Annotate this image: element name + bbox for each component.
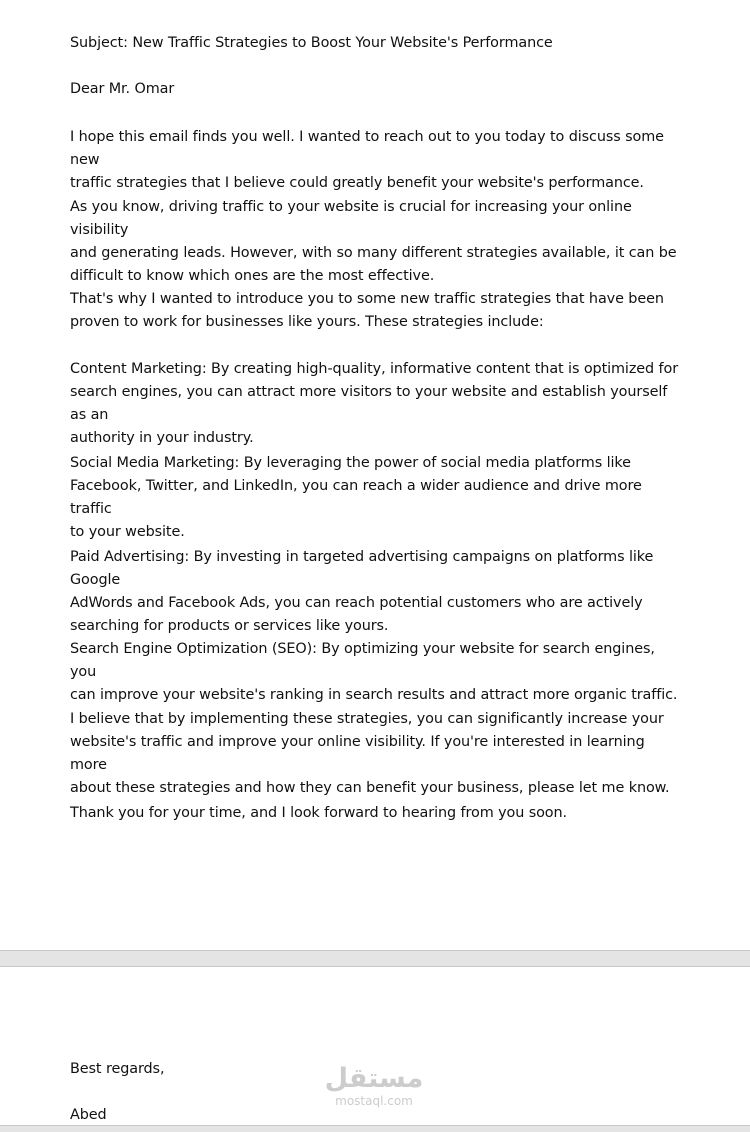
body-paragraph-intro: I hope this email finds you well. I wanted to reach out to you today to discuss some new traffic strategies that I believe could greatly benefit your website's performance. <box>70 129 664 191</box>
body-paragraph-strategies-intro: That's why I wanted to introduce you to some new traffic strategies that have been proven to work for businesses like yours. These strategies include: <box>70 291 664 330</box>
email-closing: Best regards, <box>70 1061 165 1077</box>
mostaql-watermark <box>318 1063 430 1107</box>
page-bottom-edge <box>0 1125 750 1132</box>
email-signature: Abed <box>70 1107 107 1123</box>
body-paragraph-seo: Search Engine Optimization (SEO): By optimizing your website for search engines, you can improve your website's ranking in search results and attract more organic traffic. <box>70 641 678 703</box>
body-paragraph-paid-advertising: Paid Advertising: By investing in targeted advertising campaigns on platforms like Google AdWords and Facebook Ads, you can reach potential customers who are actively searching for products or services like yours. <box>70 549 654 634</box>
body-paragraph-content-marketing: Content Marketing: By creating high-quality, informative content that is optimized for search engines, you can attract more visitors to your website and establish yourself as an authority in your industry. <box>70 361 679 446</box>
email-subject: Subject: New Traffic Strategies to Boost Your Website's Performance <box>70 35 553 51</box>
watermark-latin-text: mostaql.com <box>335 1094 413 1108</box>
page-break <box>0 950 750 967</box>
body-paragraph-thanks: Thank you for your time, and I look forward to hearing from you soon. <box>70 805 567 821</box>
body-paragraph-social-media: Social Media Marketing: By leveraging the power of social media platforms like Facebook, Twitter, and LinkedIn, you can reach a wider audience and drive more traffic to your website. <box>70 455 642 540</box>
body-paragraph-traffic-importance: As you know, driving traffic to your website is crucial for increasing your online visibility and generating leads. However, with so many different strategies available, it can be difficult to know which ones are the most effective. <box>70 199 677 284</box>
watermark-arabic-text: مستقل <box>324 1063 424 1094</box>
body-paragraph-conclusion: I believe that by implementing these strategies, you can significantly increase your website's traffic and improve your online visibility. If you're interested in learning more about these strategies and how they can benefit your business, please let me know. <box>70 711 670 796</box>
email-greeting: Dear Mr. Omar <box>70 81 175 97</box>
